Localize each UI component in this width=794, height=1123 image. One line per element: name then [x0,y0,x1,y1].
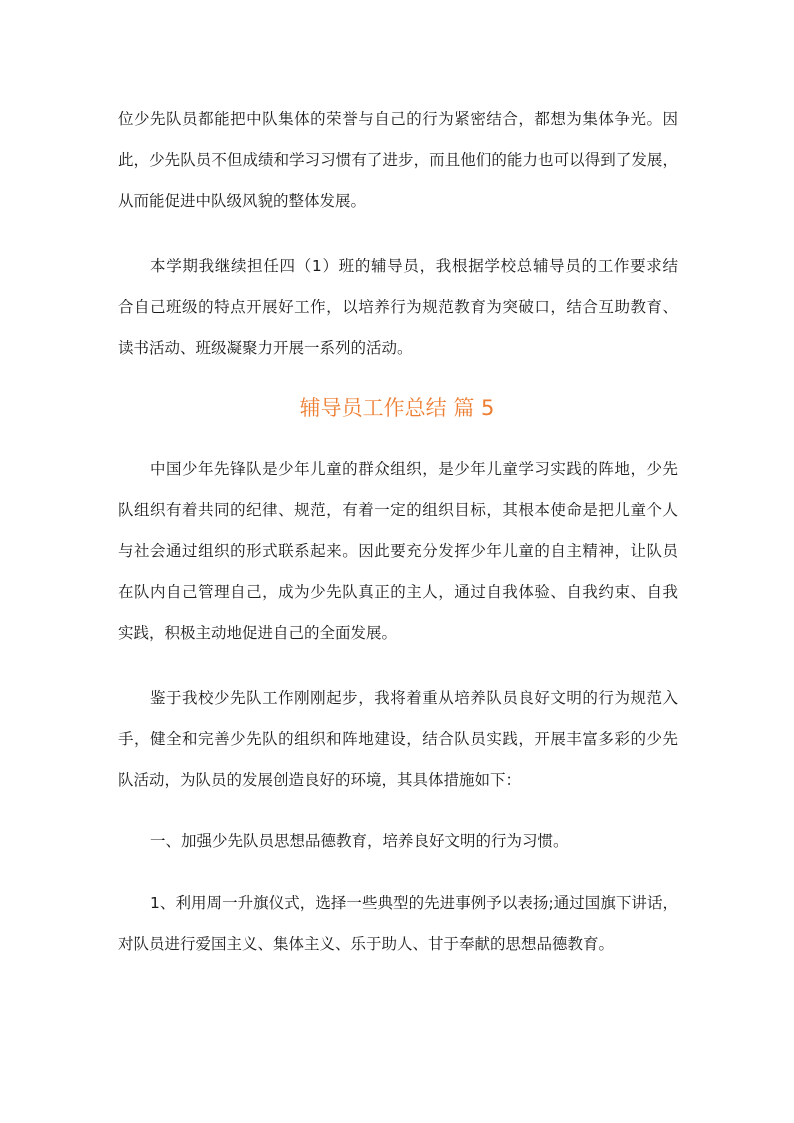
paragraph-line: 队组织有着共同的纪律、规范，有着一定的组织目标，其根本使命是把儿童个人 [118,501,678,519]
paragraph-line: 此，少先队员不但成绩和学习习惯有了进步，而且他们的能力也可以得到了发展， [118,151,678,169]
paragraph-line: 实践，积极主动地促进自己的全面发展。 [118,624,398,642]
paragraph-line: 1、利用周一升旗仪式，选择一些典型的先进事例予以表扬;通过国旗下讲话， [150,894,678,912]
paragraph-line: 读书活动、班级凝聚力开展一系列的活动。 [118,339,413,357]
paragraph-line: 从而能促进中队级风貌的整体发展。 [118,192,367,210]
paragraph-line: 对队员进行爱国主义、集体主义、乐于助人、甘于奉献的思想品德教育。 [118,935,615,953]
paragraph-line: 与社会通过组织的形式联系起来。因此要充分发挥少年儿童的自主精神，让队员 [118,542,678,560]
paragraph-line: 一、加强少先队员思想品德教育，培养良好文明的行为习惯。 [150,832,569,850]
paragraph-line: 队活动，为队员的发展创造良好的环境，其具体措施如下： [118,771,522,789]
paragraph-line: 合自己班级的特点开展好工作，以培养行为规范教育为突破口，结合互助教育、 [118,298,678,316]
paragraph-line: 在队内自己管理自己，成为少先队真正的主人，通过自我体验、自我约束、自我 [118,583,678,601]
paragraph-line: 鉴于我校少先队工作刚刚起步，我将着重从培养队员良好文明的行为规范入 [150,689,678,707]
paragraph-line: 手，健全和完善少先队的组织和阵地建设，结合队员实践，开展丰富多彩的少先 [118,730,678,748]
section-title: 辅导员工作总结 篇 5 [299,396,495,420]
paragraph-line: 本学期我继续担任四（1）班的辅导员，我根据学校总辅导员的工作要求结 [150,257,678,275]
paragraph-line: 位少先队员都能把中队集体的荣誉与自己的行为紧密结合，都想为集体争光。因 [118,110,678,128]
paragraph-line: 中国少年先锋队是少年儿童的群众组织，是少年儿童学习实践的阵地，少先 [150,460,678,478]
